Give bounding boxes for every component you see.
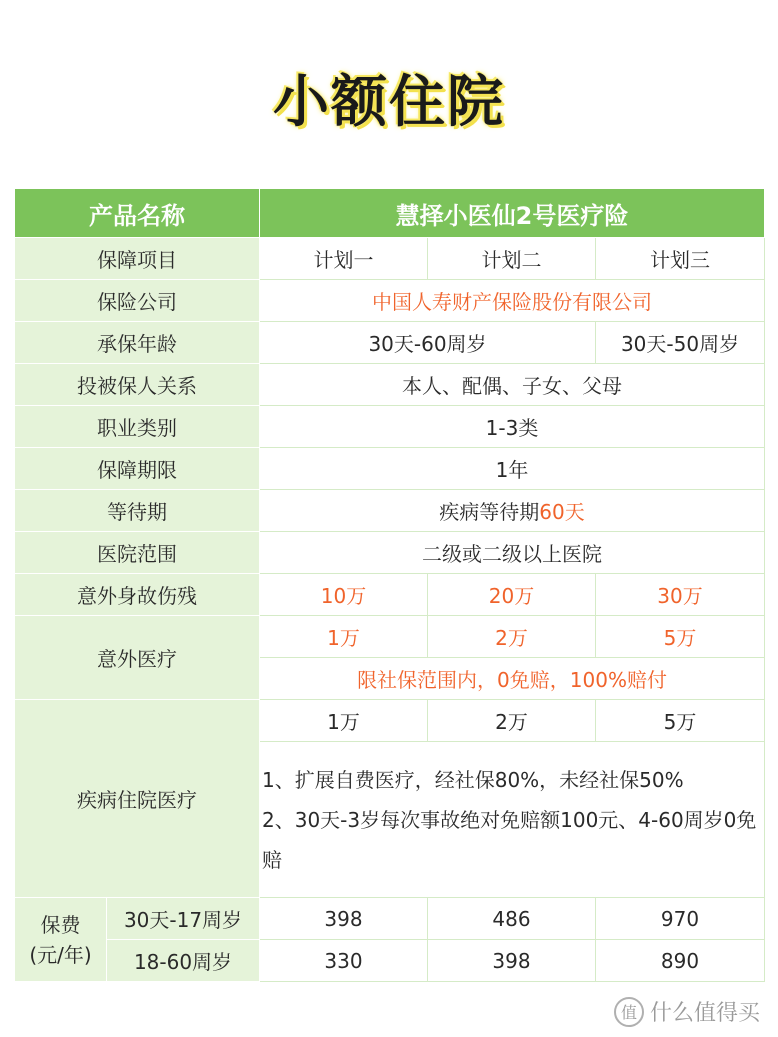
age-plan-3: 30天-50周岁 <box>596 322 765 364</box>
waiting-value <box>260 490 765 532</box>
plan-1: 计划一 <box>260 238 428 280</box>
product-name-label: 产品名称 <box>15 189 260 238</box>
accident-medical-plan-3: 5万 <box>596 616 765 658</box>
premium-band-2-plan-1: 330 <box>260 940 428 982</box>
illness-hospital-notes <box>260 742 765 898</box>
premium-band-1-plan-1: 398 <box>260 898 428 940</box>
insurance-comparison-table <box>14 188 765 982</box>
table-row <box>15 700 765 742</box>
zhidemai-logo-icon: 值 <box>614 997 644 1027</box>
table-row <box>15 364 765 406</box>
row-label-relation: 投被保人关系 <box>15 364 260 406</box>
premium-age-band-1: 30天-17周岁 <box>107 898 260 940</box>
relation-value: 本人、配偶、子女、父母 <box>260 364 765 406</box>
illness-hospital-plan-2: 2万 <box>428 700 596 742</box>
row-label-plan: 保障项目 <box>15 238 260 280</box>
premium-band-1-plan-2: 486 <box>428 898 596 940</box>
accident-medical-plan-2: 2万 <box>428 616 596 658</box>
row-label-insurer: 保险公司 <box>15 280 260 322</box>
table-row <box>15 280 765 322</box>
term-value: 1年 <box>260 448 765 490</box>
table-row <box>15 238 765 280</box>
table-header-row <box>15 189 765 238</box>
accident-medical-plan-1: 1万 <box>260 616 428 658</box>
row-label-hospital: 医院范围 <box>15 532 260 574</box>
premium-band-1-plan-3: 970 <box>596 898 765 940</box>
premium-age-band-2: 18-60周岁 <box>107 940 260 982</box>
page-title: 小额住院 <box>273 70 505 135</box>
age-plans-1-2: 30天-60周岁 <box>260 322 596 364</box>
table-row <box>15 940 765 982</box>
row-label-term: 保障期限 <box>15 448 260 490</box>
table-row <box>15 406 765 448</box>
waiting-days: 60天 <box>539 500 585 524</box>
illness-hospital-plan-1: 1万 <box>260 700 428 742</box>
table-row <box>15 490 765 532</box>
table-row <box>15 448 765 490</box>
product-name-value: 慧择小医仙2号医疗险 <box>260 189 765 238</box>
plan-3: 计划三 <box>596 238 765 280</box>
accident-death-plan-2: 20万 <box>428 574 596 616</box>
table-row <box>15 616 765 658</box>
row-label-waiting: 等待期 <box>15 490 260 532</box>
table-row <box>15 898 765 940</box>
row-label-accident-medical: 意外医疗 <box>15 616 260 700</box>
row-label-premium: 保费 (元/年) <box>15 898 107 982</box>
accident-death-plan-3: 30万 <box>596 574 765 616</box>
plan-2: 计划二 <box>428 238 596 280</box>
row-label-accident-death: 意外身故伤残 <box>15 574 260 616</box>
illness-hospital-plan-3: 5万 <box>596 700 765 742</box>
insurer-value: 中国人寿财产保险股份有限公司 <box>260 280 765 322</box>
watermark-text: 什么值得买 <box>649 1001 760 1026</box>
waiting-prefix: 疾病等待期 <box>439 500 540 524</box>
watermark <box>614 996 760 1027</box>
table-row <box>15 322 765 364</box>
table-row <box>15 574 765 616</box>
row-label-age: 承保年龄 <box>15 322 260 364</box>
table-row <box>15 532 765 574</box>
accident-medical-note: 限社保范围内，0免赔，100%赔付 <box>260 658 765 700</box>
occupation-value: 1-3类 <box>260 406 765 448</box>
accident-death-plan-1: 10万 <box>260 574 428 616</box>
row-label-illness-hospital: 疾病住院医疗 <box>15 700 260 898</box>
row-label-occupation: 职业类别 <box>15 406 260 448</box>
illness-note-1: 1、扩展自费医疗，经社保80%，未经社保50% <box>262 767 684 792</box>
premium-band-2-plan-2: 398 <box>428 940 596 982</box>
hospital-value: 二级或二级以上医院 <box>260 532 765 574</box>
illness-note-2: 2、30天-3岁每次事故绝对免赔额100元、4-60周岁0免赔 <box>262 807 757 872</box>
premium-band-2-plan-3: 890 <box>596 940 765 982</box>
